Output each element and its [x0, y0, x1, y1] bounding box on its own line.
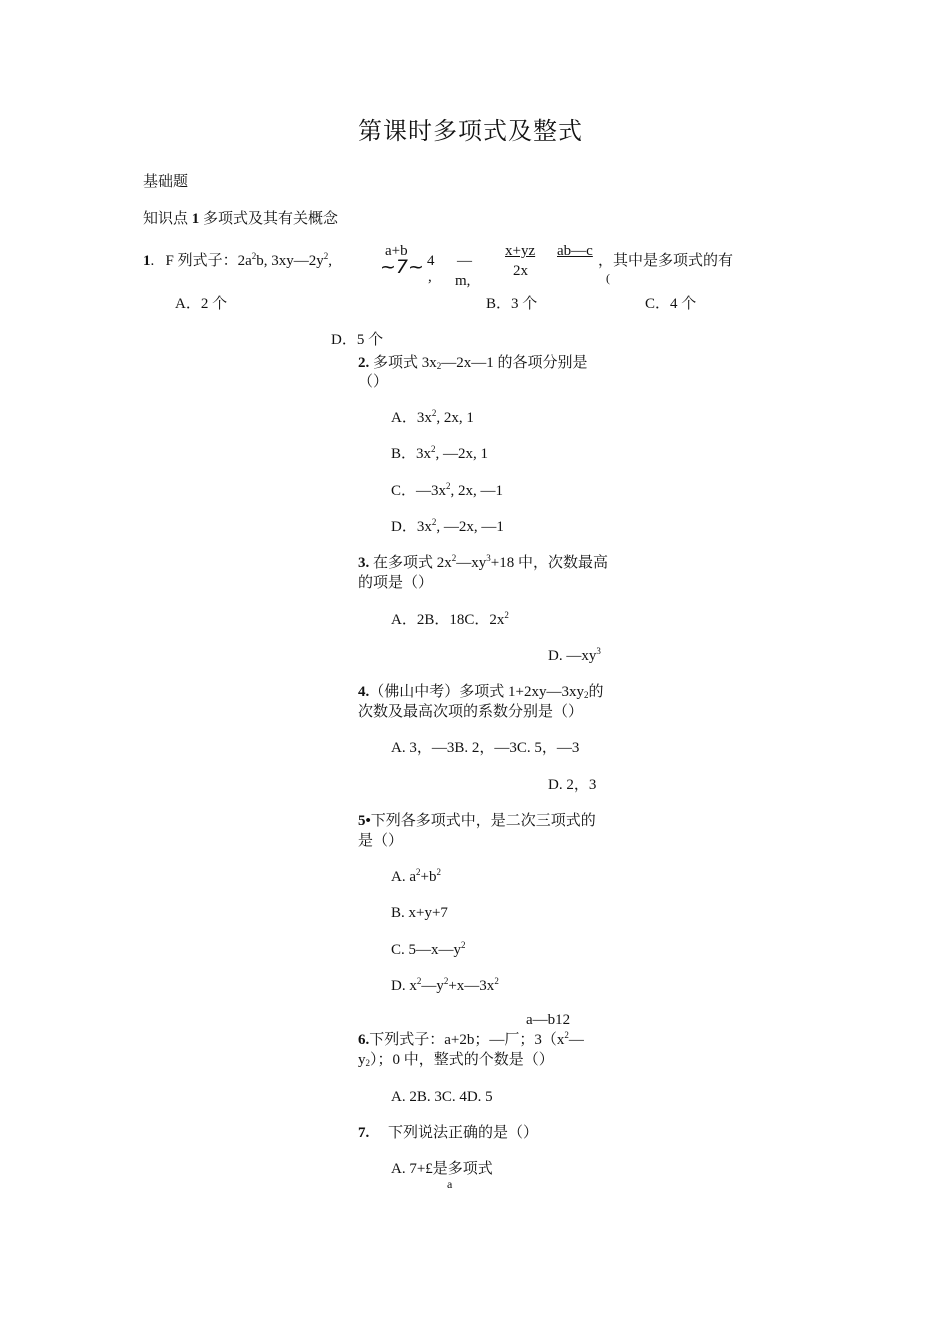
q1-frac1-den: ~7~ [380, 256, 424, 278]
q4-stem-line2: 次数及最高次项的系数分别是（） [358, 704, 584, 720]
q1-m: m, [455, 273, 471, 289]
q7-option-a-denominator: a [447, 1177, 453, 1191]
q5-stem-line2: 是（） [358, 833, 404, 849]
q1-option-a: A．2 个 [175, 296, 228, 312]
q2-option-c: C．$—3x^2$, 2x, —1 [391, 481, 504, 499]
q1-term2: b, 3xy—2y [256, 253, 324, 269]
q1-dash: — [457, 253, 472, 269]
page-title: 第课时多项式及整式 [358, 117, 583, 145]
q1-paren: ( [606, 271, 610, 285]
q1-comma: , [428, 269, 432, 285]
kp-number: 1 [191, 211, 200, 227]
q2-stem-part2: —2x—1 的各项分别是 [441, 355, 588, 371]
q1-number: 1 [143, 253, 151, 269]
q2-stem [358, 354, 588, 372]
q5-number: 5• [358, 813, 371, 829]
q3-stem-line2: 的项是（） [358, 575, 434, 591]
q5-option-b: B. x+y+7 [391, 905, 448, 921]
q3-number: 3. [358, 555, 370, 571]
section-heading: 基础题 [143, 174, 189, 190]
q7-stem: 7. 下列说法正确的是（） [358, 1125, 539, 1141]
q4-option-d: D. 2，3 [548, 777, 597, 793]
q1-lead: F 列式子： [165, 253, 238, 269]
q5-option-c: C. $5—x—y^2$ [391, 940, 466, 958]
q2-paren: （） [358, 374, 389, 390]
q1-frac2-num: x+yz [505, 243, 536, 259]
q3-stem: 3. 在多项式 $2x^2—xy^3+18$ 中，次数最高 [358, 553, 608, 571]
knowledge-point-heading [143, 210, 338, 228]
q1-four: 4 [427, 253, 435, 269]
q1-sup2: 2 [323, 251, 329, 261]
q1-term1: 2a [237, 253, 252, 269]
q1-option-c: C．4 个 [645, 296, 697, 312]
q6-options: A. 2B. 3C. 4D. 5 [391, 1089, 493, 1105]
q6-stem: 6.下列式子：a+2b；—厂；$3(x^2—$ [358, 1030, 584, 1048]
q1-tail: ，其中是多项式的有 [598, 253, 734, 269]
q1-option-d: D．5 个 [331, 332, 384, 348]
q6-fraction-above: a—b12 [526, 1012, 571, 1028]
q6-number: 6. [358, 1032, 370, 1048]
kp-text: 多项式及其有关概念 [203, 211, 339, 227]
q7-number: 7. [358, 1125, 370, 1141]
q1-frac1-num: a+b [385, 243, 408, 259]
kp-label: 知识点 [143, 211, 189, 227]
q7-option-a: A. 7+£是多项式 [391, 1161, 493, 1177]
q4-stem: 4.（佛山中考）多项式 $1+2xy—3xy_2$的 [358, 684, 604, 700]
q1-frac3-num: ab—c [557, 243, 593, 259]
q1-stem: 1. F 列式子：$2a^2b$, $3xy—2y^2$, [143, 251, 333, 269]
q1-term3: , [328, 253, 333, 269]
q4-number: 4. [358, 684, 370, 700]
q2-option-d: D．$3x^2$, —2x, —1 [391, 517, 504, 535]
q5-option-a: A. $a^2+b^2$ [391, 867, 441, 885]
q1-sup1: 2 [251, 251, 257, 261]
q2-number: 2. [358, 355, 370, 371]
q5-stem: 5•下列各多项式中，是二次三项式的 [358, 813, 596, 829]
q2-sub: 2 [436, 361, 442, 371]
q1-frac2-den: 2x [513, 263, 528, 279]
q5-option-d: D. $x^2—y^2+x—3x^2$ [391, 976, 499, 994]
q4-options-abc: A. 3，—3B. 2，—3C. 5，—3 [391, 740, 580, 756]
q2-option-b: B．$3x^2$, —2x, 1 [391, 444, 489, 462]
q2-stem-part1: 多项式 3x [369, 355, 437, 371]
q3-options-abc: A．2B．18C．$2x^2$ [391, 610, 509, 628]
q2-option-a: A．$3x^2$, 2x, 1 [391, 408, 474, 426]
q1-option-b: B．3 个 [486, 296, 538, 312]
q6-stem-line2: $y_2$）；0 中，整式的个数是（） [358, 1052, 554, 1068]
q3-option-d: D. $—xy^3$ [548, 646, 601, 664]
